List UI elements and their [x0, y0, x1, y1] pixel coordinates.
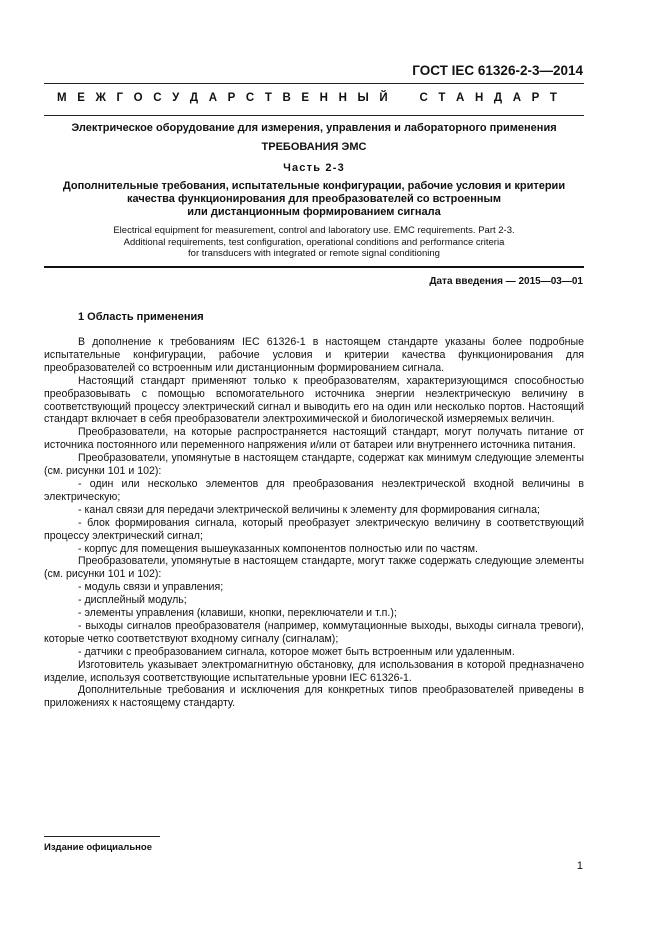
subtitle-line: Дополнительные требования, испытательные конфигурации, рабочие условия и критерии [62, 180, 566, 192]
banner-letter: Н [474, 92, 484, 104]
banner-letter: Р [227, 92, 236, 104]
body-paragraph: - корпус для помещения вышеуказанных компонентов полностью или по частям. [78, 542, 478, 555]
section-heading: 1 Область применения [78, 311, 204, 323]
banner-letter: Н [338, 92, 347, 104]
banner-letter: А [208, 92, 218, 104]
banner-letter: Ж [95, 92, 106, 104]
banner-letter: С [245, 92, 255, 104]
title-english [44, 225, 584, 260]
title-rule [44, 266, 584, 268]
section-body [44, 336, 584, 710]
document-code: ГОСТ IEC 61326-2-3—2014 [412, 63, 583, 78]
body-paragraph: - модуль связи и управления; [78, 581, 224, 594]
banner-letter: Д [189, 92, 199, 104]
banner-letter: А [456, 92, 465, 104]
banner-letter: У [172, 92, 180, 104]
banner-letter: А [512, 92, 522, 104]
english-title-line: Additional requirements, test configuration, operational conditions and performance criteria [123, 236, 505, 248]
title-emc: ТРЕБОВАНИЯ ЭМС [261, 141, 367, 153]
banner-letter: Т [264, 92, 272, 104]
body-paragraph: Преобразователи, на которые распространяется настоящий стандарт, могут получать питание от источника постоянного или переменного напряжения и/или от батареи или внутреннего источника питания. [44, 426, 584, 452]
body-paragraph: - элементы управления (клавиши, кнопки, переключатели и т.п.); [78, 607, 397, 620]
english-title-line: Electrical equipment for measurement, control and laboratory use. EMC requirements. Part 2-3. [113, 225, 515, 236]
subtitle-line: или дистанционным формированием сигнала [187, 206, 441, 218]
banner-letter: Р [531, 92, 540, 104]
banner-letter: Т [438, 92, 446, 104]
page-number: 1 [576, 860, 583, 872]
body-paragraph: Преобразователи, упомянутые в настоящем стандарте, могут также содержать следующие элементы (см. рисунки 101 и 102): [44, 555, 584, 581]
official-edition-label: Издание официальное [44, 842, 152, 853]
body-paragraph: Изготовитель указывает электромагнитную обстановку, для использования в которой предназначено изделие, используя соответствующие испытательные уровни IEC 61326-1. [44, 658, 584, 684]
banner-letter: М [57, 92, 67, 104]
title-subtitle [44, 180, 584, 219]
banner-letter: Ы [357, 92, 369, 104]
banner-rule [44, 115, 584, 116]
interstate-standard-banner [57, 92, 557, 104]
body-paragraph: - датчики с преобразованием сигнала, которое может быть встроенным или удаленным. [78, 645, 515, 658]
body-paragraph: - блок формирования сигнала, который преобразует электрическую величину в соответствующий процессу электрический сигнал; [44, 516, 584, 542]
introduction-date: Дата введения — 2015—03—01 [429, 276, 583, 287]
banner-letter: Е [77, 92, 85, 104]
body-paragraph: - дисплейный модуль; [78, 594, 187, 607]
title-main: Электрическое оборудование для измерения, управления и лабораторного применения [71, 122, 557, 134]
title-part: Часть 2-3 [283, 162, 345, 174]
banner-letter: Д [493, 92, 503, 104]
banner-letter: В [282, 92, 291, 104]
banner-letter: О [133, 92, 143, 104]
footer-rule [44, 836, 160, 837]
banner-letter: Н [319, 92, 328, 104]
body-paragraph: - один или несколько элементов для преобразования неэлектрической входной величины в электрическую; [44, 477, 584, 503]
body-paragraph: Настоящий стандарт применяют только к преобразователям, характеризующимся способностью преобразовывать с помощью вспомогательного источника энергии неэлектрическую величину в соответствующий процессу электрический сигнал и выводить его на один или несколько портов. Настоящий стандарт включает в себя преобразователи электрохимической и биологической измеряемых величин. [44, 374, 584, 426]
banner-letter: С [419, 92, 428, 104]
banner-letter: Е [301, 92, 310, 104]
english-title-line: for transducers with integrated or remote signal conditioning [188, 248, 440, 259]
subtitle-line: качества функционирования для преобразователей со встроенным [126, 193, 502, 205]
body-paragraph: - канал связи для передачи электрической величины к элементу для формирования сигнала; [78, 503, 540, 516]
banner-letter: Т [549, 92, 557, 104]
body-paragraph: В дополнение к требованиям IEC 61326-1 в настоящем стандарте указаны более подробные испытательные конфигурации, рабочие условия и критерии качества функционирования для преобразователей со встроенным или дистанционным формированием сигнала. [44, 336, 584, 374]
banner-letter: Г [116, 92, 124, 104]
banner-letter: С [153, 92, 162, 104]
body-paragraph: - выходы сигналов преобразователя (например, коммутационные выходы, выходы сигнала тревоги), которые четко соответствуют входному сигналу (сигналам); [44, 619, 584, 645]
banner-letter: Й [379, 92, 388, 104]
header-rule [44, 83, 584, 84]
body-paragraph: Преобразователи, упомянутые в настоящем стандарте, содержат как минимум следующие элементы (см. рисунки 101 и 102): [44, 452, 584, 478]
body-paragraph: Дополнительные требования и исключения для конкретных типов преобразователей приведены в приложениях к настоящему стандарту. [44, 684, 584, 710]
